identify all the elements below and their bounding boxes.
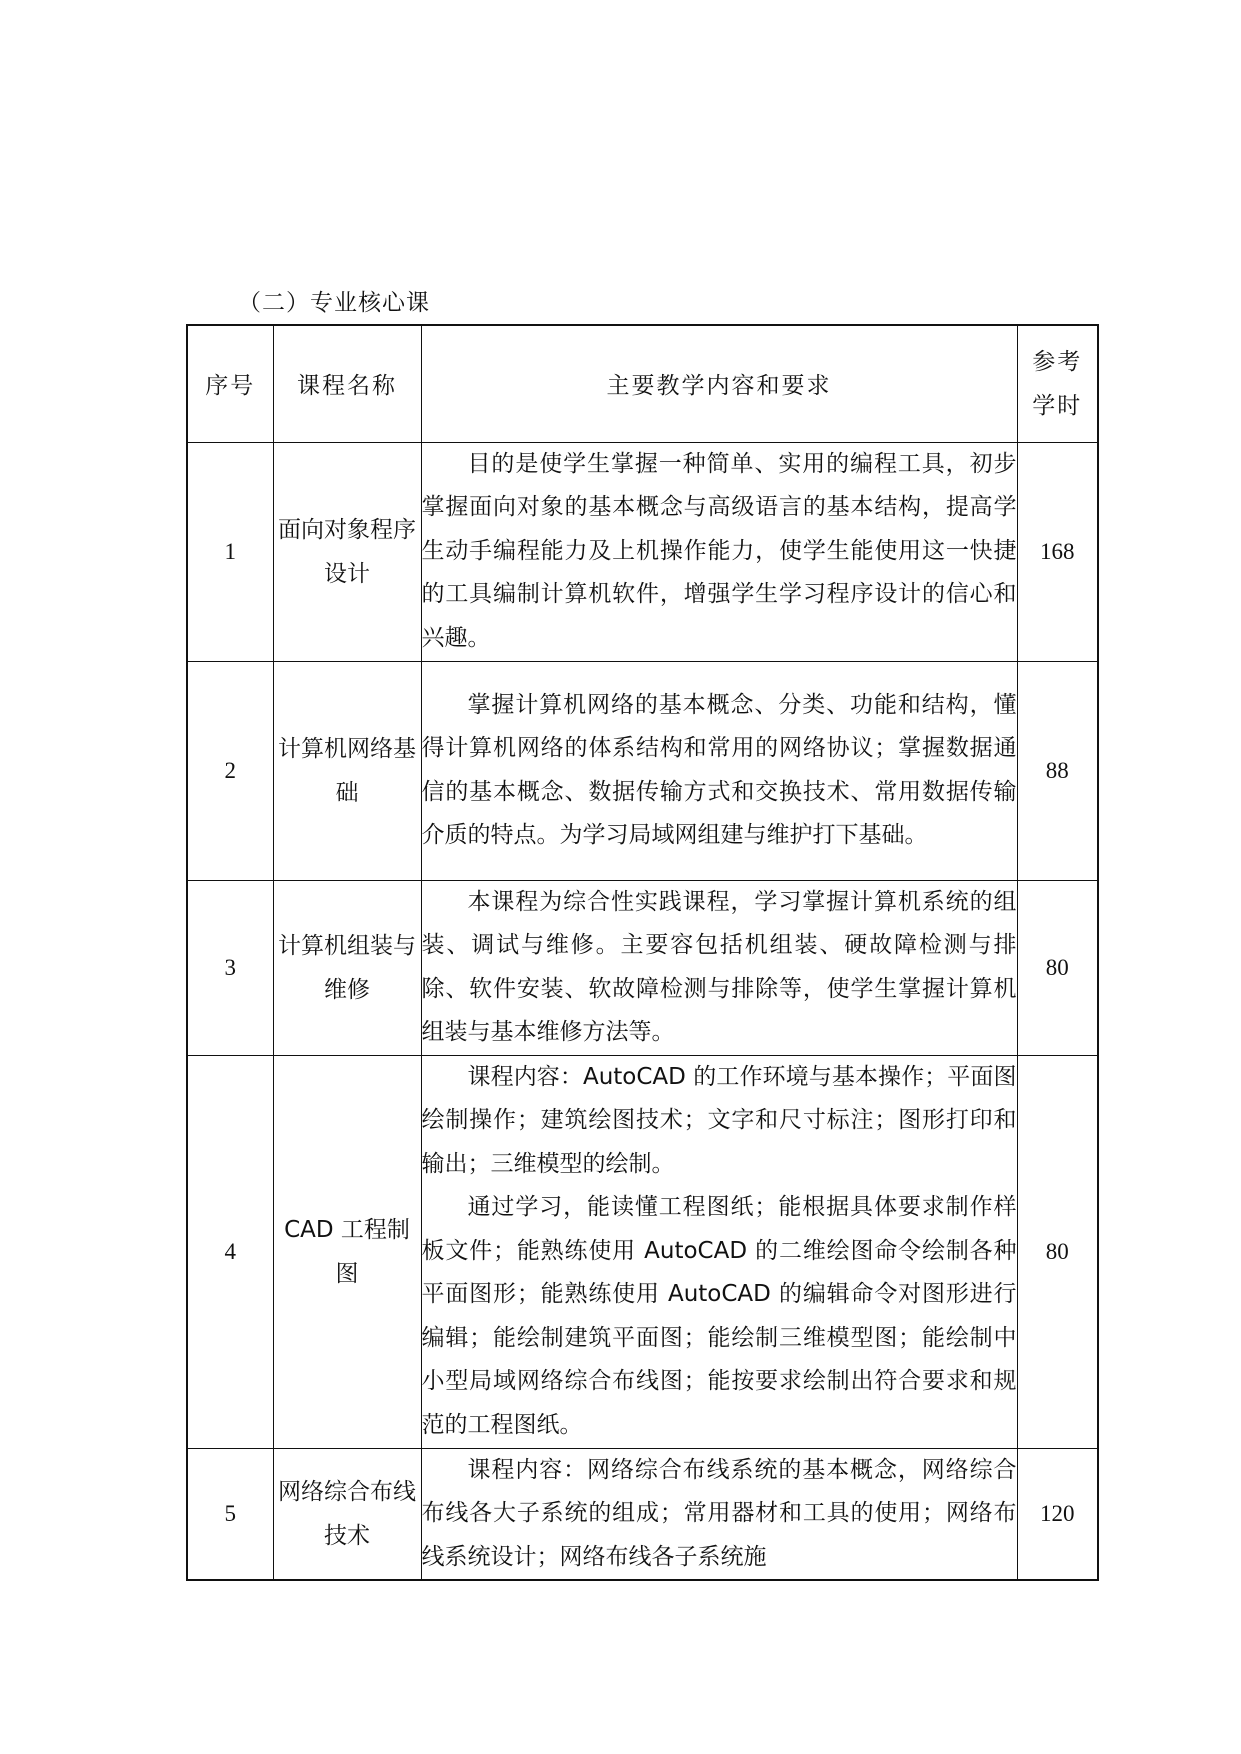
course-hours: 80 (1017, 880, 1098, 1055)
content-paragraph: 目的是使学生掌握一种简单、实用的编程工具，初步掌握面向对象的基本概念与高级语言的基本结构，提高学生动手编程能力及上机操作能力，使学生能使用这一快捷的工具编制计算机软件，增强学生学习程序设计的信心和兴趣。 (421, 450, 1017, 651)
table-row (187, 442, 1098, 661)
course-hours: 88 (1017, 661, 1098, 880)
table-row (187, 1055, 1098, 1448)
course-content (421, 661, 1017, 880)
header-hours-line2: 学时 (1032, 392, 1083, 419)
row-number: 3 (187, 880, 273, 1055)
row-number: 4 (187, 1055, 273, 1448)
content-paragraph: 本课程为综合性实践课程，学习掌握计算机系统的组装、调试与维修。主要容包括机组装、硬故障检测与排除、软件安装、软故障检测与排除等，使学生掌握计算机组装与基本维修方法等。 (421, 888, 1017, 1045)
header-hours (1017, 325, 1098, 442)
header-content: 主要教学内容和要求 (421, 325, 1017, 442)
table-header-row (187, 325, 1098, 442)
course-hours: 168 (1017, 442, 1098, 661)
course-name: CAD 工程制图 (273, 1055, 421, 1448)
row-number: 5 (187, 1448, 273, 1580)
content-paragraph: 掌握计算机网络的基本概念、分类、功能和结构，懂得计算机网络的体系结构和常用的网络协议；掌握数据通信的基本概念、数据传输方式和交换技术、常用数据传输介质的特点。为学习局域网组建与维护打下基础。 (421, 691, 1017, 848)
content-paragraph: 课程内容：AutoCAD 的工作环境与基本操作；平面图绘制操作；建筑绘图技术；文字和尺寸标注；图形打印和输出；三维模型的绘制。 (421, 1063, 1017, 1177)
course-name: 计算机网络基础 (273, 661, 421, 880)
course-content (421, 880, 1017, 1055)
core-course-table (186, 324, 1099, 1581)
table-row (187, 880, 1098, 1055)
header-no: 序号 (187, 325, 273, 442)
row-number: 1 (187, 442, 273, 661)
header-hours-line1: 参考 (1032, 348, 1083, 375)
table-row (187, 661, 1098, 880)
course-hours: 80 (1017, 1055, 1098, 1448)
section-heading: （二）专业核心课 (238, 290, 430, 316)
course-name: 网络综合布线技术 (273, 1448, 421, 1580)
content-paragraph: 课程内容：网络综合布线系统的基本概念，网络综合布线各大子系统的组成；常用器材和工具的使用；网络布线系统设计；网络布线各子系统施 (421, 1456, 1017, 1570)
course-content (421, 442, 1017, 661)
header-course-name: 课程名称 (273, 325, 421, 442)
course-hours: 120 (1017, 1448, 1098, 1580)
course-name: 面向对象程序设计 (273, 442, 421, 661)
content-paragraph: 通过学习，能读懂工程图纸；能根据具体要求制作样板文件；能熟练使用 AutoCAD 的二维绘图命令绘制各种平面图形；能熟练使用 AutoCAD 的编辑命令对图形进行编辑；能绘制建筑平面图；能绘制三维模型图；能绘制中小型局域网络综合布线图；能按要求绘制出符合要求和规范的工程图纸。 (421, 1194, 1017, 1438)
table-row (187, 1448, 1098, 1580)
course-content (421, 1055, 1017, 1448)
course-content (421, 1448, 1017, 1580)
course-name: 计算机组装与维修 (273, 880, 421, 1055)
row-number: 2 (187, 661, 273, 880)
